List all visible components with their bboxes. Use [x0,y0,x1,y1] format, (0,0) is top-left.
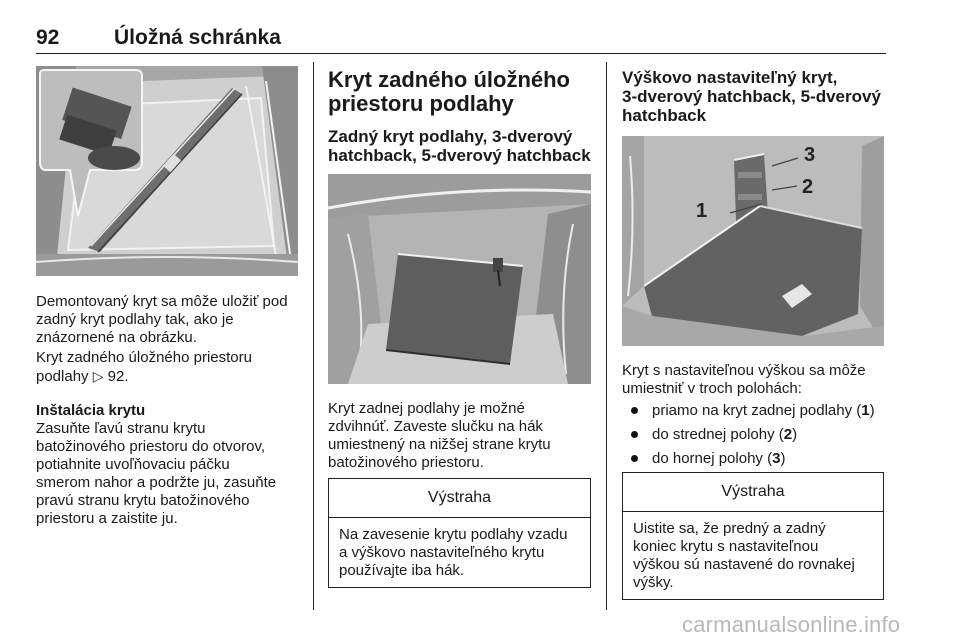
column-divider-right [606,62,607,610]
body-line: umiestniť v troch polohách: [622,380,802,397]
install-instructions [36,420,306,528]
figure-stowed-cover [36,66,298,276]
warning-title: Výstraha [623,473,883,512]
body-line: zdvihnúť. Zaveste slučku na hák [328,418,543,435]
list-item-end: ) [869,402,875,419]
instruction-line: potiahnite uvoľňovaciu páčku [36,456,230,473]
figure-label-3: 3 [804,144,816,166]
reference-line: Kryt zadného úložného priestoru [36,349,252,366]
list-item [622,450,892,468]
heading-line: Kryt zadného úložného [328,67,570,92]
warning-line: výšky. [633,574,674,591]
floor-cover-body [328,400,598,472]
page-number: 92 [36,26,60,49]
instruction-line: Zasuňte ľavú stranu krytu [36,420,206,437]
body-line: Kryt s nastaviteľnou výškou sa môže [622,362,866,379]
heading-line: Výškovo nastaviteľný kryt, [622,68,838,87]
list-item-number: 3 [772,450,781,467]
column-divider-left [313,62,314,610]
figure-label-1: 1 [696,200,708,222]
list-item [622,426,892,444]
list-item-text: priamo na kryt zadnej podlahy ( [652,402,862,419]
body-line: batožinového priestoru. [328,454,484,471]
warning-line: výškou sú nastavené do rovnakej [633,556,855,573]
bullet-icon [631,407,638,414]
figure-floor-cover-lifted [328,174,591,384]
bullet-icon [631,431,638,438]
reference-link[interactable] [36,367,306,386]
heading-line: 3-dverový hatchback, 5-dverový [622,87,881,106]
figure-caption [36,293,306,347]
list-item [622,402,892,420]
warning-line: a výškovo nastaviteľného krytu [339,544,545,561]
warning-title: Výstraha [329,479,590,518]
bullet-icon [631,455,638,462]
subsection-heading [328,127,598,165]
reference-text: podlahy [36,368,93,385]
caption-line: znázornené na obrázku. [36,329,197,346]
body-line: Kryt zadnej podlahy je možné [328,400,525,417]
caption-line: zadný kryt podlahy tak, ako je [36,311,234,328]
body-line: umiestnený na nižšej strane krytu [328,436,551,453]
list-item-end: ) [780,450,786,467]
instruction-line: smerom nahor a podržte ju, zasuňte [36,474,277,491]
list-item-text: do strednej polohy ( [652,426,784,443]
install-heading: Inštalácia krytu [36,402,146,419]
instruction-line: priestoru a zaistite ju. [36,510,178,527]
adjustable-cover-body [622,362,892,398]
warning-line: koniec krytu s nastaviteľnou [633,538,819,555]
list-item-text: do hornej polohy ( [652,450,773,467]
page-reference-arrow-icon: ▷ [92,368,104,384]
warning-line: Uistite sa, že predný a zadný [633,520,826,537]
caption-line: Demontovaný kryt sa môže uložiť pod [36,293,288,310]
header-rule [36,53,886,54]
warning-line: používajte iba hák. [339,562,465,579]
warning-text [623,512,883,600]
warning-line: Na zavesenie krytu podlahy vzadu [339,526,568,543]
subheading-line: hatchback, 5-dverový hatchback [328,146,591,165]
figure-height-positions [622,136,884,346]
section-heading [328,68,598,116]
heading-line: priestoru podlahy [328,91,514,116]
warning-box [622,472,884,600]
instruction-line: batožinového priestoru do otvorov, [36,438,266,455]
list-item-end: ) [792,426,798,443]
figure-label-2: 2 [802,176,814,198]
subheading-line: Zadný kryt podlahy, 3-dverový [328,127,573,146]
list-item-number: 1 [861,402,870,419]
adjustable-cover-heading [622,68,892,125]
reference-page: 92. [103,368,129,385]
warning-text [329,518,590,588]
page-header [36,26,886,52]
heading-line: hatchback [622,106,707,125]
instruction-line: pravú stranu krytu batožinového [36,492,250,509]
cross-reference [36,349,306,386]
warning-box [328,478,591,588]
watermark[interactable]: carmanualsonline.info [682,612,901,637]
section-title: Úložná schránka [114,26,281,49]
position-list [622,402,892,474]
list-item-number: 2 [783,426,793,443]
